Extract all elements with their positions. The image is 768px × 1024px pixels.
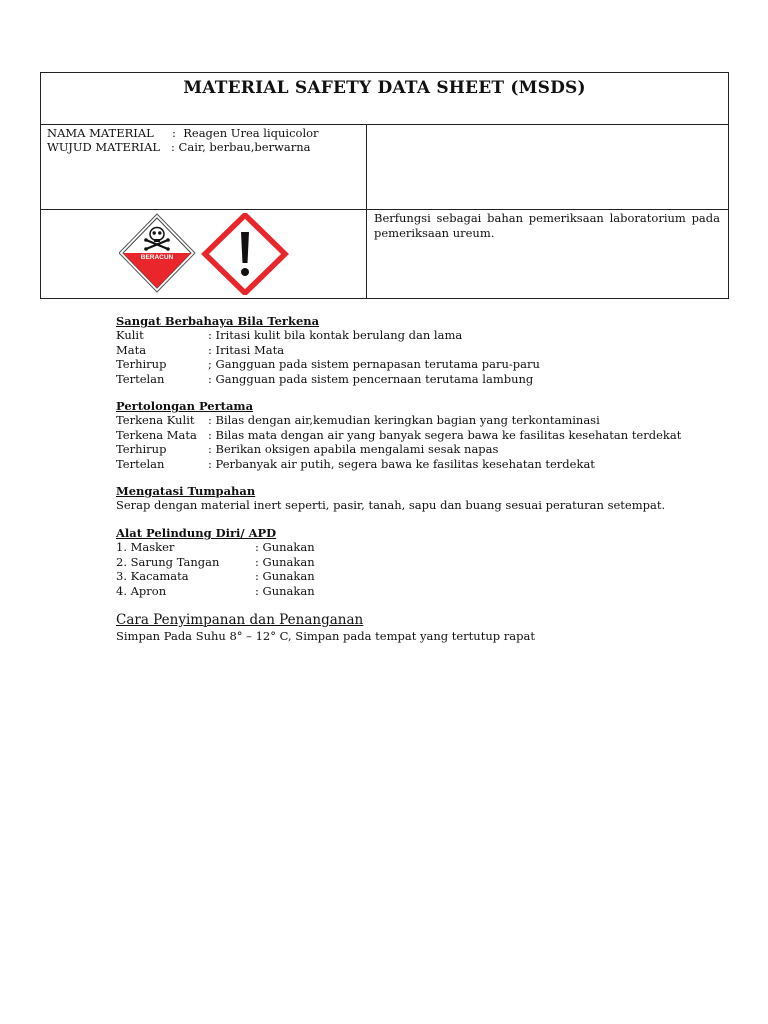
apd-heading: Alat Pelindung Diri/ APD — [116, 525, 277, 540]
spill-section — [116, 484, 736, 513]
first-aid-label: Terkena Mata — [116, 427, 197, 442]
first-aid-row — [116, 428, 736, 442]
hazard-section — [116, 314, 736, 386]
hazard-heading: Sangat Berbahaya Bila Terkena — [116, 314, 320, 328]
hazard-pictograms — [119, 213, 289, 295]
storage-heading: Cara Penyimpanan dan Penanganan — [116, 611, 364, 628]
first-aid-label: Terhirup — [116, 442, 167, 457]
apd-value: : Gunakan — [255, 540, 315, 555]
first-aid-heading: Pertolongan Pertama — [116, 399, 254, 414]
apd-value: : Gunakan — [255, 583, 315, 598]
hazard-label: Kulit — [116, 328, 144, 343]
hazard-row — [116, 343, 736, 357]
first-aid-row — [116, 413, 736, 427]
hazard-value: ; Gangguan pada sistem pernapasan terutama paru-paru — [208, 357, 540, 372]
first-aid-section — [116, 399, 736, 471]
hazard-row — [116, 357, 736, 371]
hazard-label: Mata — [116, 342, 147, 357]
beracun-label: BERACUN — [140, 254, 174, 261]
title-cell — [41, 73, 729, 125]
apd-value: : Gunakan — [255, 569, 315, 584]
material-name-label: NAMA MATERIAL — [47, 126, 154, 140]
first-aid-label: Tertelan — [116, 456, 165, 471]
exclamation-icon — [205, 215, 285, 293]
hazard-value: : Iritasi Mata — [208, 342, 285, 357]
material-form-value: Cair, berbau,berwarna — [178, 140, 311, 154]
msds-table — [40, 72, 729, 299]
hazard-label: Terhirup — [116, 357, 167, 372]
pictogram-cell — [41, 210, 367, 299]
msds-body — [116, 314, 736, 643]
apd-label: 3. Kacamata — [116, 569, 189, 584]
document-title: MATERIAL SAFETY DATA SHEET (MSDS) — [183, 78, 586, 98]
apd-row — [116, 540, 736, 554]
apd-row — [116, 555, 736, 569]
apd-row — [116, 569, 736, 583]
spill-text: Serap dengan material inert seperti, pasir, tanah, sapu dan buang sesuai peraturan setempat. — [116, 498, 666, 513]
hazard-value: : Iritasi kulit bila kontak berulang dan lama — [208, 328, 463, 343]
skull-crossbones-icon — [119, 214, 195, 292]
material-name-value: Reagen Urea liquicolor — [183, 126, 319, 140]
hazard-label: Tertelan — [116, 371, 165, 386]
function-description: Berfungsi sebagai bahan pemeriksaan laboratorium pada pemeriksaan ureum. — [367, 210, 729, 299]
hazard-value: : Gangguan pada sistem pencernaan terutama lambung — [208, 371, 534, 386]
first-aid-label: Terkena Kulit — [116, 413, 195, 428]
material-form-label: WUJUD MATERIAL — [47, 140, 161, 154]
first-aid-value: : Perbanyak air putih, segera bawa ke fasilitas kesehatan terdekat — [208, 456, 595, 471]
material-name-row: NAMA MATERIAL : Reagen Urea liquicolor — [47, 126, 319, 140]
material-form-row: WUJUD MATERIAL : Cair, berbau,berwarna — [47, 140, 311, 154]
first-aid-value: : Bilas mata dengan air yang banyak segera bawa ke fasilitas kesehatan terdekat — [208, 427, 682, 442]
empty-info-cell — [367, 125, 729, 210]
first-aid-row — [116, 442, 736, 456]
apd-label: 2. Sarung Tangan — [116, 554, 220, 569]
spill-heading: Mengatasi Tumpahan — [116, 484, 256, 499]
apd-section — [116, 526, 736, 598]
first-aid-row — [116, 457, 736, 471]
hazard-row — [116, 328, 736, 342]
first-aid-value: : Bilas dengan air,kemudian keringkan bagian yang terkontaminasi — [208, 413, 600, 428]
apd-value: : Gunakan — [255, 554, 315, 569]
first-aid-value: : Berikan oksigen apabila mengalami sesak napas — [208, 442, 499, 457]
apd-row — [116, 584, 736, 598]
storage-text: Simpan Pada Suhu 8° – 12° C, Simpan pada tempat yang tertutup rapat — [116, 628, 535, 643]
hazard-row — [116, 372, 736, 386]
apd-label: 4. Apron — [116, 583, 167, 598]
material-info-cell — [41, 125, 367, 210]
apd-label: 1. Masker — [116, 540, 175, 555]
